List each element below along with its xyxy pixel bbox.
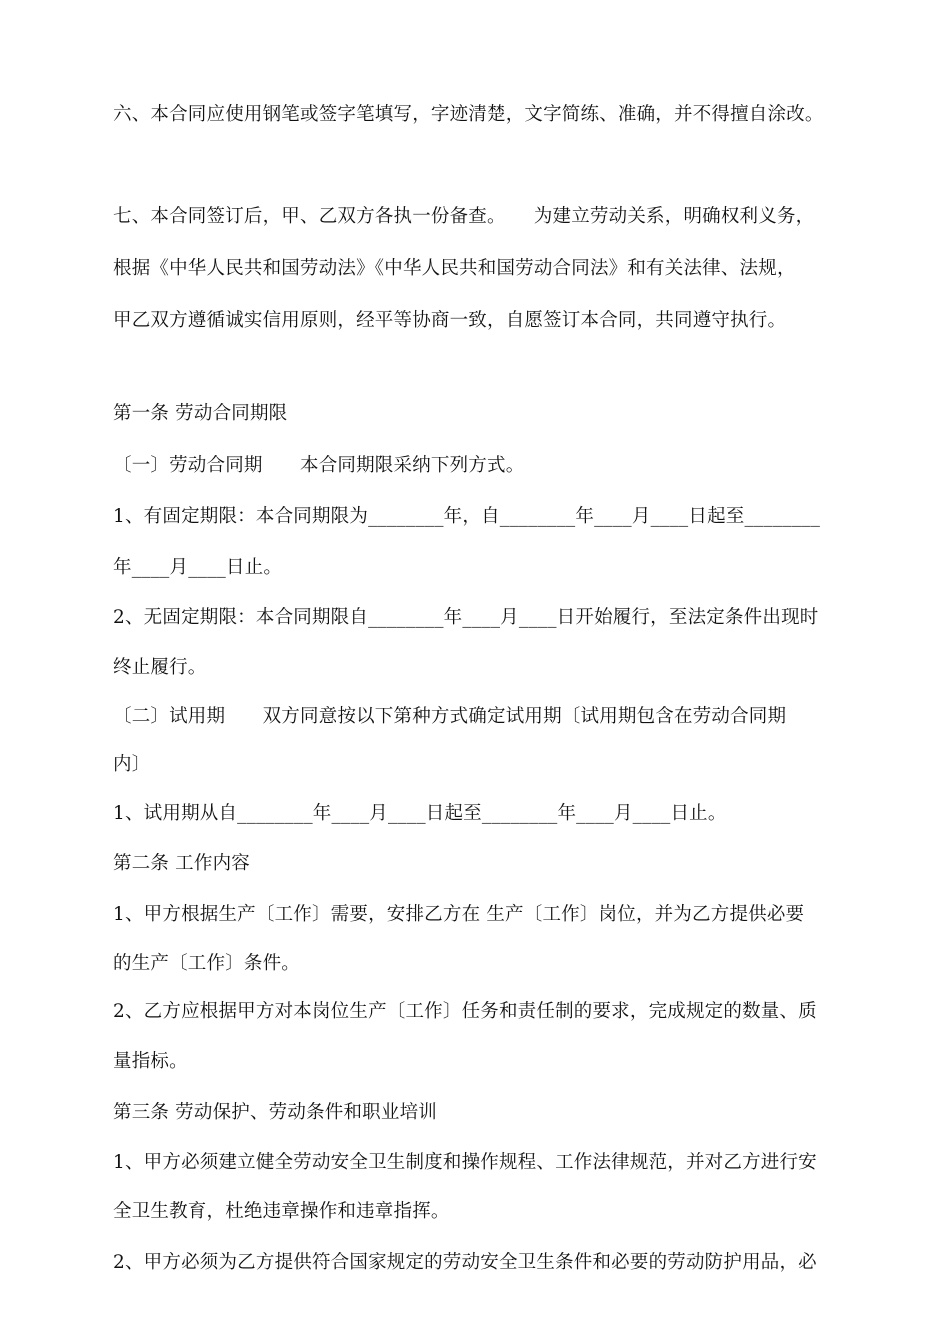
fixed-term-line-2: 年____月____日止。: [113, 557, 283, 578]
preamble-line-2: 根据《中华人民共和国劳动法》《中华人民共和国劳动合同法》和有关法律、法规，: [113, 258, 796, 279]
article-1-heading: 第一条 劳动合同期限: [113, 403, 288, 424]
work-content-1-line-1: 1、甲方根据生产〔工作〕需要，安排乙方在 生产〔工作〕岗位，并为乙方提供必要: [113, 904, 805, 925]
article-2-heading: 第二条 工作内容: [113, 853, 250, 874]
work-content-2-line-2: 量指标。: [113, 1051, 188, 1072]
work-content-2-line-1: 2、乙方应根据甲方对本岗位生产〔工作〕任务和责任制的要求，完成规定的数量、质: [113, 1001, 817, 1022]
preamble-line-3: 甲乙双方遵循诚实信用原则，经平等协商一致，自愿签订本合同，共同遵守执行。: [113, 310, 787, 331]
protection-1-line-1: 1、甲方必须建立健全劳动安全卫生制度和操作规程、工作法律规范，并对乙方进行安: [113, 1152, 817, 1173]
article-3-heading: 第三条 劳动保护、劳动条件和职业培训: [113, 1102, 437, 1123]
open-term-line-2: 终止履行。: [113, 657, 207, 678]
clause-6-text: 六、本合同应使用钢笔或签字笔填写，字迹清楚，文字简练、准确，并不得擅自涂改。: [113, 104, 824, 125]
section-probation: 〔二〕试用期 双方同意按以下第种方式确定试用期〔试用期包含在劳动合同期: [113, 706, 787, 727]
protection-2-line-1: 2、甲方必须为乙方提供符合国家规定的劳动安全卫生条件和必要的劳动防护用品，必: [113, 1252, 817, 1273]
clause-7-text: 七、本合同签订后，甲、乙双方各执一份备查。 为建立劳动关系，明确权利义务，: [113, 206, 815, 227]
fixed-term-line-1: 1、有固定期限：本合同期限为________年，自________年____月____日起至________: [113, 506, 821, 527]
probation-period-line: 1、试用期从自________年____月____日起至________年____月____日止。: [113, 803, 727, 824]
section-probation-cont: 内〕: [113, 754, 151, 775]
open-term-line-1: 2、无固定期限：本合同期限自________年____月____日开始履行，至法定条件出现时: [113, 607, 819, 628]
protection-1-line-2: 全卫生教育，杜绝违章操作和违章指挥。: [113, 1201, 450, 1222]
section-contract-term: 〔一〕劳动合同期 本合同期限采纳下列方式。: [113, 455, 525, 476]
work-content-1-line-2: 的生产〔工作〕条件。: [113, 953, 301, 974]
